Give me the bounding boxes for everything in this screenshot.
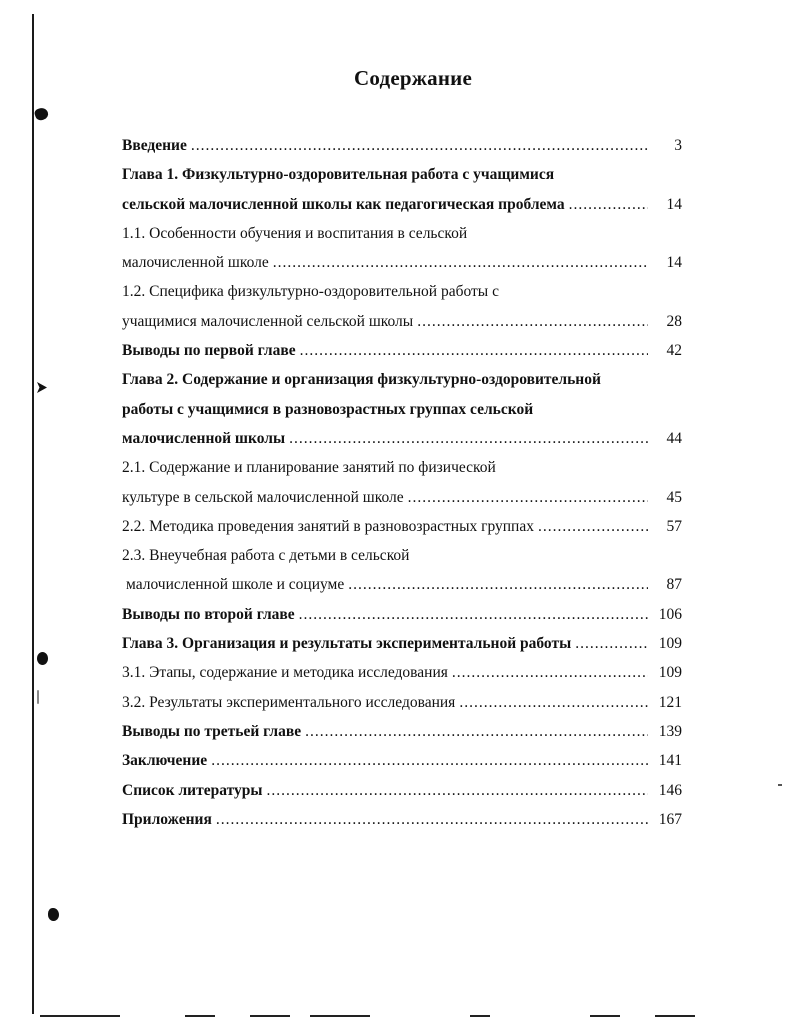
toc-entry <box>122 776 682 805</box>
scan-edge-line <box>32 14 34 1014</box>
toc-leader-dots <box>305 717 648 746</box>
toc-leader-dots <box>211 746 648 775</box>
toc-entry-text: малочисленной школе и социуме <box>126 576 345 594</box>
toc-entry <box>122 190 682 219</box>
toc-leader-dots <box>273 248 648 277</box>
toc-entry <box>122 658 682 687</box>
toc-entry-text: 3.2. Результаты экспериментального исследования <box>122 693 456 711</box>
scan-bottom-dash <box>655 1015 695 1017</box>
scan-speck-mark <box>778 784 782 786</box>
toc-entry-text: Выводы по третьей главе <box>122 722 302 740</box>
toc-page-number: 121 <box>658 693 682 711</box>
toc-entry-text: 2.2. Методика проведения занятий в разновозрастных группах <box>122 517 534 535</box>
toc-page-number: 139 <box>658 722 682 740</box>
toc-page-number: 109 <box>658 635 682 653</box>
toc-entry-text: Введение <box>122 137 187 154</box>
toc-page-number: 42 <box>666 342 682 360</box>
toc-page-number: 146 <box>658 781 682 799</box>
toc-entry <box>122 483 682 512</box>
toc-entry <box>122 805 682 834</box>
toc-entry-text: Выводы по второй главе <box>122 605 295 623</box>
toc-entry <box>122 600 682 629</box>
scan-bottom-dash <box>310 1015 370 1017</box>
toc-page-number: 57 <box>666 517 682 535</box>
toc-entry-text: 2.3. Внеучебная работа с детьми в сельской <box>122 547 410 565</box>
toc-entry-text: Заключение <box>122 752 208 770</box>
toc-entry-text: культуре в сельской малочисленной школе <box>122 488 404 506</box>
toc-leader-dots <box>348 570 648 599</box>
scan-speck-mark <box>37 652 48 665</box>
page-title: Содержание <box>354 66 472 90</box>
toc-entry <box>122 570 682 599</box>
toc-entry <box>122 248 682 277</box>
toc-leader-dots <box>289 424 648 453</box>
toc-entry <box>122 541 682 570</box>
toc-page-number: 28 <box>666 312 682 330</box>
toc-page-number: 45 <box>666 488 682 506</box>
scan-speck-mark <box>37 690 39 704</box>
toc-leader-dots <box>191 131 648 160</box>
toc-entry <box>122 424 682 453</box>
toc-entry-text: учащимися малочисленной сельской школы <box>122 312 414 330</box>
toc-entry-text: Глава 2. Содержание и организация физкультурно-оздоровительной <box>122 371 601 389</box>
toc-entry <box>122 277 682 306</box>
toc-page-number: 141 <box>658 752 682 770</box>
toc-leader-dots <box>452 658 648 687</box>
toc-entry-text: сельской малочисленной школы как педагогическая проблема <box>122 195 565 213</box>
table-of-contents <box>122 131 682 834</box>
scan-bottom-dash <box>470 1015 490 1017</box>
toc-entry <box>122 512 682 541</box>
toc-page-number: 14 <box>666 195 682 213</box>
scan-arrow-mark <box>37 382 47 393</box>
toc-leader-dots <box>266 776 648 805</box>
scan-speck-mark <box>48 908 59 921</box>
toc-page-number: 87 <box>666 576 682 594</box>
toc-entry-text: Список литературы <box>122 781 263 799</box>
toc-leader-dots <box>569 190 648 219</box>
toc-entry <box>122 688 682 717</box>
scan-bottom-dash <box>250 1015 290 1017</box>
toc-page-number: 167 <box>658 810 682 828</box>
scan-bottom-dash <box>185 1015 215 1017</box>
toc-entry <box>122 629 682 658</box>
toc-leader-dots <box>299 600 648 629</box>
toc-entry <box>122 219 682 248</box>
toc-leader-dots <box>575 629 648 658</box>
toc-entry-text: Приложения <box>122 810 212 828</box>
toc-leader-dots <box>417 307 648 336</box>
toc-entry-text: работы с учащимися в разновозрастных группах сельской <box>122 400 534 418</box>
toc-entry-text: Глава 3. Организация и результаты экспериментальной работы <box>122 635 572 653</box>
toc-entry <box>122 160 682 189</box>
toc-entry <box>122 336 682 365</box>
toc-page-number: 14 <box>666 254 682 272</box>
scan-bottom-dash <box>590 1015 620 1017</box>
toc-page-number: 106 <box>658 605 682 623</box>
toc-entry-text: малочисленной школы <box>122 429 286 447</box>
toc-entry-text: 1.2. Специфика физкультурно-оздоровительной работы с <box>122 283 499 301</box>
toc-page-number: 109 <box>658 664 682 682</box>
toc-entry-text: малочисленной школе <box>122 254 269 272</box>
toc-entry <box>122 717 682 746</box>
toc-entry <box>122 395 682 424</box>
toc-entry-text: 2.1. Содержание и планирование занятий по физической <box>122 459 496 477</box>
toc-entry-text: 1.1. Особенности обучения и воспитания в сельской <box>122 224 468 242</box>
toc-page-number: 3 <box>674 137 682 154</box>
toc-entry-text: Выводы по первой главе <box>122 342 296 360</box>
toc-entry <box>122 453 682 482</box>
toc-leader-dots <box>300 336 648 365</box>
toc-entry <box>122 365 682 394</box>
toc-leader-dots <box>459 688 648 717</box>
toc-entry <box>122 131 682 160</box>
toc-page-number: 44 <box>666 429 682 447</box>
toc-leader-dots <box>216 805 648 834</box>
toc-entry-text: Глава 1. Физкультурно-оздоровительная работа с учащимися <box>122 166 555 184</box>
toc-leader-dots <box>408 483 648 512</box>
scan-speck-mark <box>33 106 49 122</box>
scan-bottom-dash <box>40 1015 120 1017</box>
toc-entry <box>122 307 682 336</box>
toc-leader-dots <box>538 512 648 541</box>
toc-entry <box>122 746 682 775</box>
toc-entry-text: 3.1. Этапы, содержание и методика исследования <box>122 664 448 682</box>
